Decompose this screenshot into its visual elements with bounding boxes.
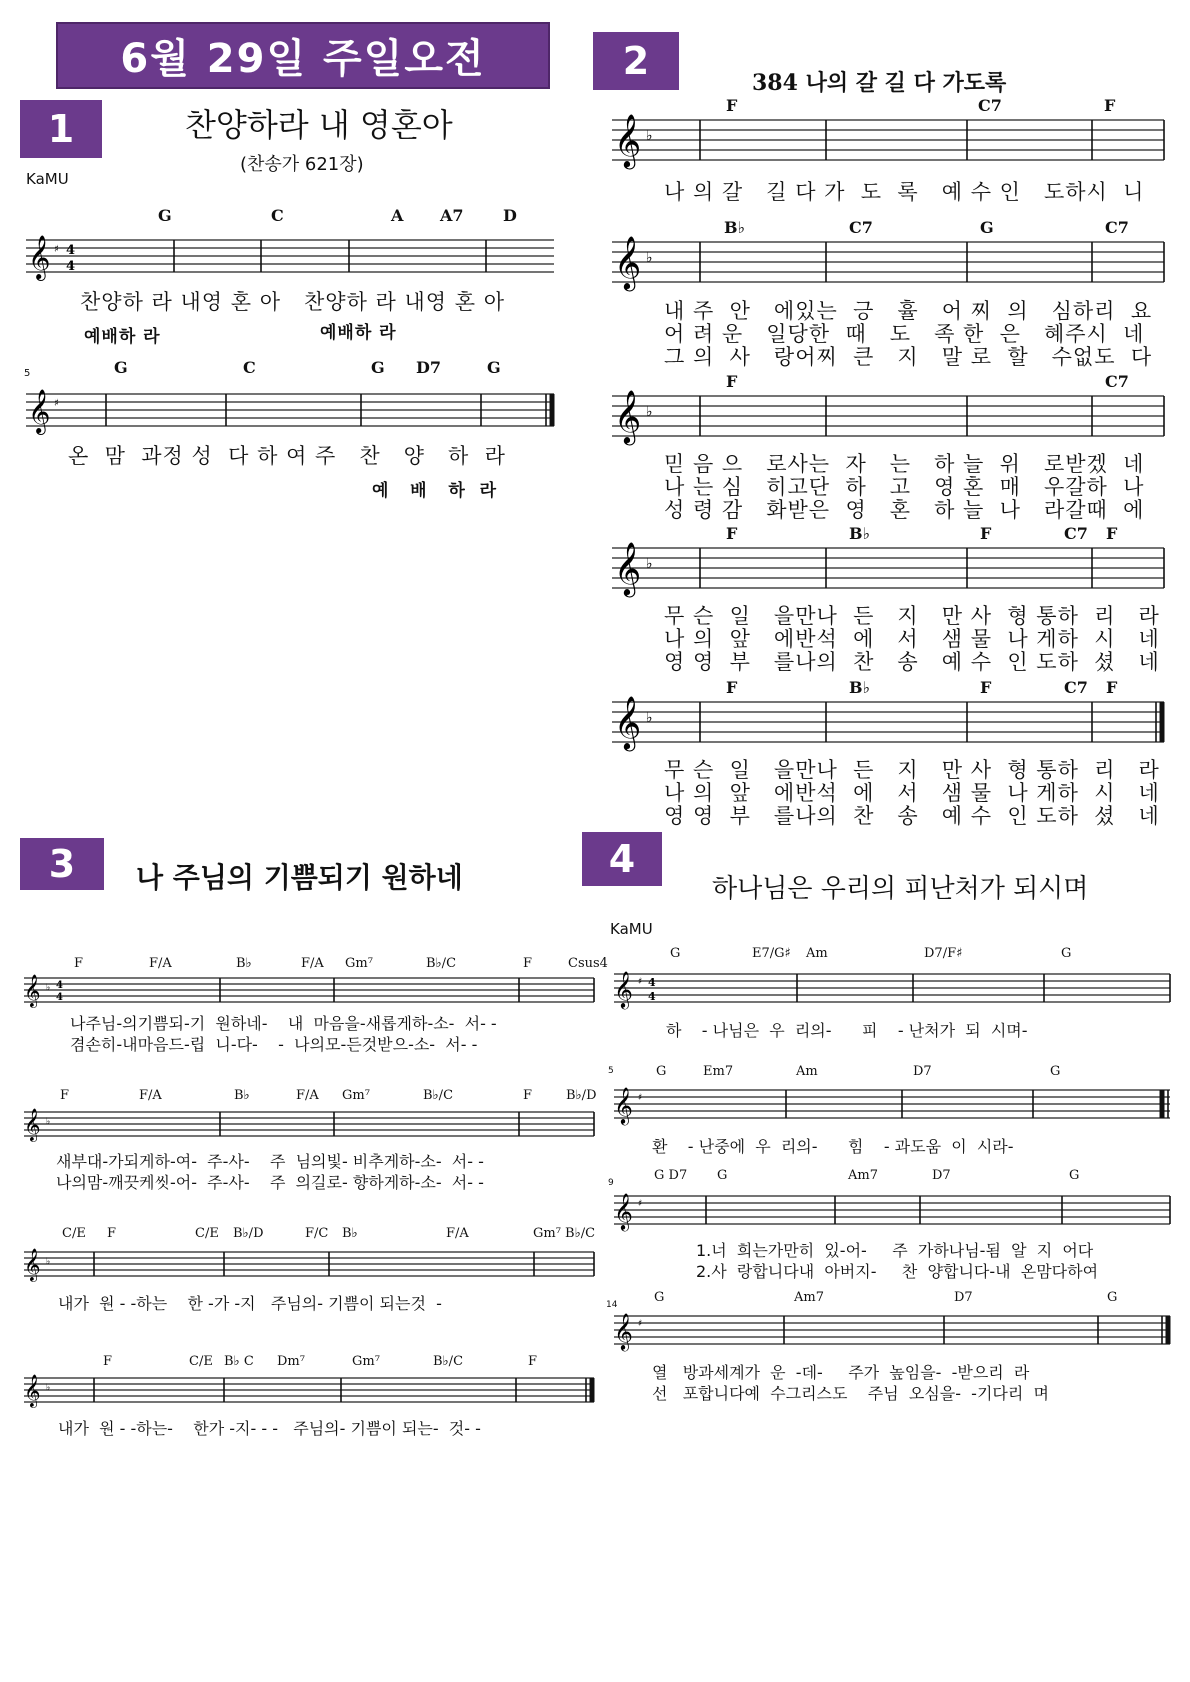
chord: D7 [913, 1064, 932, 1079]
page-title: 6월 29일 주일오전 [120, 36, 486, 82]
chord: Gm⁷ [345, 956, 373, 971]
lyric-line: 찬양하 라 내영 혼 아 찬양하 라 내영 혼 아 [80, 290, 506, 314]
svg-text:𝄞: 𝄞 [614, 1312, 633, 1350]
svg-text:𝄞: 𝄞 [24, 974, 41, 1007]
music-staff [612, 389, 1168, 443]
chord: C7 [849, 218, 873, 237]
chord: B♭/C [426, 956, 457, 971]
svg-text:𝄞: 𝄞 [614, 970, 633, 1008]
lyric-line: 내 주 안 에있는 긍 휼 어 찌 의 심하리 요 [664, 299, 1153, 323]
lyric-line: 온 맘 과정 성 다 하 여 주 찬 양 하 라 [68, 444, 506, 468]
chord: G [158, 206, 172, 225]
lyric-line: 내가 원 - -하는 한 -가 -지 주님의- 기쁨이 되는것 - [58, 1294, 442, 1313]
svg-text:𝄞: 𝄞 [614, 1192, 633, 1230]
chord: G D7 [654, 1168, 688, 1183]
svg-text:♯: ♯ [54, 398, 59, 409]
chord: B♭/D [233, 1226, 264, 1241]
chord: F [726, 372, 738, 391]
chord: G [656, 1064, 667, 1079]
lyric-line: 성 령 감 화받은 영 혼 하 늘 나 라갈때 에 [664, 498, 1145, 522]
svg-text:4: 4 [648, 990, 656, 1003]
music-staff [612, 541, 1168, 595]
chord: G [654, 1290, 665, 1305]
song-number: 2 [622, 39, 650, 83]
chord: Dm⁷ [277, 1354, 305, 1369]
svg-text:♯: ♯ [638, 977, 643, 987]
lyric-line: 나주님-의기쁨되-기 원하네- 내 마음을-새롭게하-소- 서- - [70, 1014, 497, 1033]
chord: G [1107, 1290, 1118, 1305]
lyric-line: 나 의 갈 길 다 가 도 록 예 수 인 도하시 니 [664, 180, 1145, 204]
chord: D [503, 206, 517, 225]
lyric-line: 새부대-가되게하-여- 주-사- 주 님의빛- 비추게하-소- 서- - [56, 1152, 484, 1171]
chord: F [726, 678, 738, 697]
chord: F [523, 956, 533, 971]
chord: F [528, 1354, 538, 1369]
chord: D7/F♯ [924, 946, 963, 961]
publisher-label-1: KaMU [26, 170, 69, 188]
chord: F [60, 1088, 70, 1103]
chord: C [243, 358, 256, 377]
song-subtitle-1: (찬송가 621장) [240, 154, 364, 175]
chord: F/A [446, 1226, 469, 1241]
chord: F [523, 1088, 533, 1103]
chord: Gm⁷ [352, 1354, 380, 1369]
svg-text:♯: ♯ [638, 1093, 643, 1103]
lyric-sub: 예배하 라 [84, 327, 161, 347]
lyric-line: 나 의 앞 에반석 에 서 샘 물 나 게하 시 네 [664, 627, 1160, 651]
chord: C7 [1064, 678, 1088, 697]
svg-text:♭: ♭ [646, 404, 653, 420]
lyric-sub: 예배하 라 [320, 323, 397, 343]
chord: D7 [416, 358, 442, 377]
music-staff [614, 1086, 1174, 1124]
svg-text:4: 4 [66, 259, 76, 274]
chord: F/A [301, 956, 324, 971]
chord: G [717, 1168, 728, 1183]
chord: B♭/C [423, 1088, 454, 1103]
svg-text:𝄞: 𝄞 [24, 1108, 41, 1141]
chord: F [1106, 524, 1118, 543]
svg-text:𝄞: 𝄞 [614, 389, 642, 443]
lyric-line: 무 슨 일 을만나 든 지 만 사 형 통하 리 라 [664, 758, 1160, 782]
page-title-banner [56, 22, 550, 89]
chord: F [103, 1354, 113, 1369]
chord: G [1061, 946, 1072, 961]
lyric-line: 어 려 운 일당한 때 도 족 한 은 혜주시 네 [664, 322, 1145, 346]
music-staff [614, 1192, 1174, 1230]
svg-text:𝄞: 𝄞 [28, 389, 51, 433]
chord: Em7 [703, 1064, 734, 1079]
svg-text:♭: ♭ [646, 128, 653, 144]
chord: B♭ C [224, 1354, 254, 1369]
chord: C [271, 206, 284, 225]
svg-text:♭: ♭ [46, 983, 51, 993]
song-title-1: 찬양하라 내 영혼아 [185, 106, 453, 144]
chord: C/E [195, 1226, 219, 1241]
music-staff [612, 235, 1168, 289]
chord: Am [796, 1064, 818, 1079]
chord: B♭ [236, 956, 252, 971]
svg-text:𝄞: 𝄞 [28, 235, 51, 279]
svg-text:♭: ♭ [646, 250, 653, 266]
lyric-line: 2.사 랑합니다내 아버지- 찬 양합니다-내 온맘다하여 [696, 1262, 1099, 1281]
svg-text:4: 4 [56, 992, 63, 1003]
chord: Csus4 [568, 956, 608, 971]
measure-number: 5 [608, 1066, 614, 1076]
svg-text:♯: ♯ [638, 1199, 643, 1209]
chord: C7 [1064, 524, 1088, 543]
chord: B♭ [849, 524, 871, 543]
lyric-sub: 예 배 하 라 [372, 481, 498, 501]
lyric-line: 나의맘-깨끗케씻-어- 주-사- 주 의길로- 향하게하-소- 서- - [56, 1173, 484, 1192]
svg-text:𝄞: 𝄞 [24, 1374, 41, 1407]
music-staff [612, 113, 1168, 167]
chord: F [74, 956, 84, 971]
music-staff [612, 695, 1168, 749]
svg-text:𝄞: 𝄞 [614, 695, 642, 749]
svg-text:♭: ♭ [46, 1117, 51, 1127]
music-staff [614, 1312, 1174, 1350]
lyric-line: 믿 음 으 로사는 자 는 하 늘 위 로받겠 네 [664, 452, 1145, 476]
chord: B♭ [724, 218, 746, 237]
chord: B♭/D [566, 1088, 597, 1103]
chord: Am7 [794, 1290, 824, 1305]
chord: G [1069, 1168, 1080, 1183]
music-staff [26, 389, 558, 434]
chord: B♭/C [433, 1354, 464, 1369]
chord: G [670, 946, 681, 961]
chord: F/A [296, 1088, 319, 1103]
chord: F [1106, 678, 1118, 697]
chord: C7 [1105, 372, 1129, 391]
music-staff [24, 974, 598, 1008]
song-number-badge-3 [20, 838, 104, 890]
chord: F [1104, 96, 1116, 115]
chord: C7 [978, 96, 1002, 115]
music-staff [24, 1248, 598, 1282]
svg-text:♭: ♭ [46, 1383, 51, 1393]
music-staff [24, 1374, 598, 1408]
chord: F/A [139, 1088, 162, 1103]
chord: D7 [932, 1168, 951, 1183]
lyric-line: 내가 원 - -하는- 한가 -지- - - 주님의- 기쁨이 되는- 것- - [58, 1419, 481, 1438]
song-number: 4 [608, 837, 636, 881]
svg-text:𝄞: 𝄞 [614, 541, 642, 595]
chord: F/C [305, 1226, 329, 1241]
lyric-line: 하 - 나님은 우 리의- 피 - 난처가 되 시며- [666, 1021, 1028, 1040]
song-number-badge-4 [582, 832, 662, 886]
svg-text:𝄞: 𝄞 [614, 113, 642, 167]
measure-number: 5 [24, 368, 31, 379]
svg-text:♯: ♯ [54, 244, 59, 255]
svg-text:𝄞: 𝄞 [24, 1248, 41, 1281]
svg-text:♭: ♭ [46, 1257, 51, 1267]
chord: D7 [954, 1290, 973, 1305]
chord: G [980, 218, 994, 237]
lyric-line: 나 는 심 히고단 하 고 영 혼 매 우갈하 나 [664, 475, 1145, 499]
lyric-line: 영 영 부 를나의 찬 송 예 수 인 도하 셨 네 [664, 804, 1160, 828]
lyric-line: 영 영 부 를나의 찬 송 예 수 인 도하 셨 네 [664, 650, 1160, 674]
chord: Am [806, 946, 828, 961]
song-number-badge-1 [20, 100, 102, 158]
chord: B♭ [342, 1226, 358, 1241]
chord: F [980, 678, 992, 697]
measure-number: 9 [608, 1178, 614, 1188]
song-title-2: 384 나의 갈 길 다 가도록 [752, 70, 1007, 96]
music-staff [614, 970, 1174, 1008]
lyric-line: 나 의 앞 에반석 에 서 샘 물 나 게하 시 네 [664, 781, 1160, 805]
chord: G [371, 358, 385, 377]
chord: F [980, 524, 992, 543]
lyric-line: 환 - 난중에 우 리의- 힘 - 과도움 이 시라- [652, 1137, 1014, 1156]
svg-text:♭: ♭ [646, 556, 653, 572]
song-title-3: 나 주님의 기쁨되기 원하네 [136, 861, 463, 894]
svg-text:𝄞: 𝄞 [614, 1086, 633, 1124]
chord: B♭ [849, 678, 871, 697]
svg-text:4: 4 [66, 243, 76, 258]
song-number: 3 [48, 842, 76, 886]
lyric-line: 그 의 사 랑어찌 큰 지 말 로 할 수없도 다 [664, 345, 1153, 369]
lyric-line: 선 포합니다예 수그리스도 주님 오심을- -기다리 며 [652, 1384, 1049, 1403]
chord: A7 [440, 206, 464, 225]
svg-text:4: 4 [56, 980, 63, 991]
publisher-label-4: KaMU [610, 920, 653, 938]
svg-text:♭: ♭ [646, 710, 653, 726]
svg-text:♯: ♯ [638, 1319, 643, 1329]
chord: F [107, 1226, 117, 1241]
music-staff [24, 1108, 598, 1142]
chord: F [726, 96, 738, 115]
lyric-line: 열 방과세계가 운 -데- 주가 높임을- -받으리 라 [652, 1363, 1030, 1382]
chord: B♭ [234, 1088, 250, 1103]
song-title-4: 하나님은 우리의 피난처가 되시며 [712, 874, 1089, 904]
lyric-line: 무 슨 일 을만나 든 지 만 사 형 통하 리 라 [664, 604, 1160, 628]
chord: C7 [1105, 218, 1129, 237]
svg-text:4: 4 [648, 976, 656, 989]
chord: F/A [149, 956, 172, 971]
measure-number: 14 [606, 1300, 618, 1310]
lyric-line: 1.너 희는가만히 있-어- 주 가하나님-됨 알 지 어다 [696, 1241, 1094, 1260]
chord: A [391, 206, 404, 225]
chord: Gm⁷ B♭/C [533, 1226, 596, 1241]
chord: Am7 [848, 1168, 878, 1183]
song-number: 1 [47, 107, 75, 151]
chord: G [487, 358, 501, 377]
chord: G [114, 358, 128, 377]
svg-text:𝄞: 𝄞 [614, 235, 642, 289]
music-staff [26, 235, 558, 280]
chord: Gm⁷ [342, 1088, 370, 1103]
chord: F [726, 524, 738, 543]
song-number-badge-2 [593, 32, 679, 90]
chord: C/E [62, 1226, 86, 1241]
lyric-line: 겸손히-내마음드-립 니-다- - 나의모-든것받으-소- 서- - [70, 1035, 478, 1054]
chord: C/E [189, 1354, 213, 1369]
chord: G [1050, 1064, 1061, 1079]
chord: E7/G♯ [752, 946, 791, 961]
